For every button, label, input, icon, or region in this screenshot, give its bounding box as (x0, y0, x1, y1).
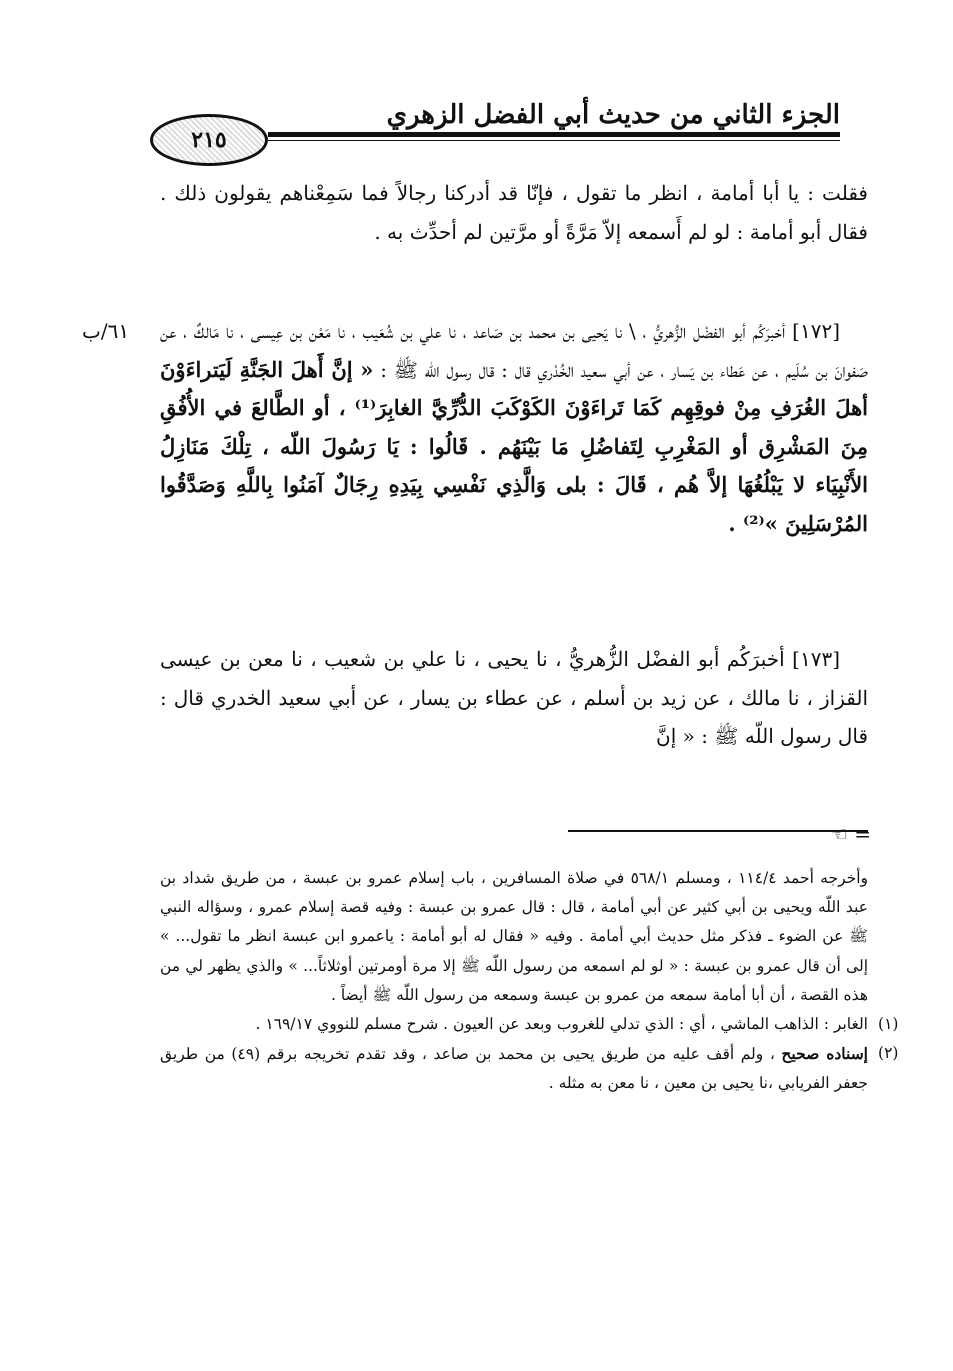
hadith-172-isnad: [١٧٢] أخبرَكُم أبو الفضْل الزُّهريُّ ، \ نا يَحيى بن محمد بن صَاعد ، نا علي بن شُعَيب ، نا مَعْن بن عِيسى ، نا مَالكٌ ، عن صَفوانَ بن سُلَيم ، عن عَطاء بن يَسار ، عن أبي سعيد الخُدْري قال : قال رسول اللّه ﷺ : (160, 319, 868, 382)
intro-text: فقلت : يا أبا أمامة ، انظر ما تقول ، فإنّا قد أدركنا رجالاً فما سَمِعْناهم يقولون ذلك . فقال أبو أمامة : لو لم أَسمعه إلاّ مَرَّةً أو مرَّتين لم أحدِّث به . (160, 181, 868, 244)
hadith-173 (160, 640, 868, 756)
hadith-173-text: [١٧٣] أخبرَكُم أبو الفضْل الزُّهريُّ ، نا يحيى ، نا علي بن شعيب ، نا معن بن عيسى القزاز ، نا مالك ، عن زيد بن أسلم ، عن عطاء بن يسار ، عن أبي سعيد الخدري قال : قال رسول اللّه ﷺ : « إنَّ (160, 647, 869, 748)
footnote-continued: وأخرجه أحمد ١١٤/٤ ، ومسلم ٥٦٨/١ في صلاة المسافرين ، باب إسلام عمرو بن عبسة ، من طريق شداد بن عبد اللّه ويحيى بن أبي كثير عن أبي أمامة ، قال : قال عمرو بن عبسة : وفيه قصة إسلام عمرو ، وسؤاله النبي ﷺ عن الضوء ـ فذكر مثل حديث أبي أمامة . وفيه « فقال له أبو أمامة : ياعمرو ابن عبسة انظر ما تقول... » إلى أن قال عمرو بن عبسة : « لو لم اسمعه من رسول اللّه ﷺ إلا مرة أومرتين أوثلاثاً... » والذي يظهر لي من هذه القصة ، أن أبا أمامة سمعه من عمرو بن عبسة وسمعه من رسول اللّه ﷺ أيضاً . (160, 869, 868, 1004)
header-title: الجزء الثاني من حديث أبي الفضل الزهري (386, 100, 840, 130)
manuscript-folio-ref: ٦١/ب (82, 319, 130, 343)
pointing-hand-icon: ☜ (829, 822, 848, 846)
footnote-1-number: (١) (878, 1015, 899, 1034)
hadith-173-paragraph (160, 640, 868, 756)
page-number: ٢١٥ (191, 127, 227, 153)
footnote-2-number: (٢) (878, 1044, 899, 1063)
footnote-1-text: الغابر : الذاهب الماشي ، أي : الذي تدلي للغروب وبعد عن العيون . شرح مسلم للنووي ١٦٩/١٧ . (255, 1015, 868, 1034)
hadith-172-paragraph (160, 312, 868, 543)
footnote-2-lead: إسناده صحيح (781, 1044, 868, 1064)
hadith-172-matn: « إنَّ أَهلَ الجَنَّةِ لَيَتراءَوْنَ أهلَ الغُرَفِ مِنْ فوقِهِم كَمَا تَراءَوْنَ الكَوْكَبَ الدُّرِّيَّ الغابِرَ⁽¹⁾ ، أو الطَّالعَ في الأُفُقِ مِنَ المَشْرِق أو المَغْرِبِ لِتَفاضُلِ مَا بَيْنَهُم . قَالُوا : يَا رَسُولَ اللّه ، تِلْكَ مَنَازِلُ الأَنْبِيَاء لا يَبْلُغُهَا إلاَّ هُم ، قَالَ : بلى وَالَّذِي نَفْسِي بِيَدِهِ رِجَالٌ آمَنُوا بِاللَّهِ وَصَدَّقُوا المُرْسَلِينَ »⁽²⁾ . (160, 356, 869, 536)
paragraph-intro (160, 174, 868, 251)
footnote-2 (160, 1039, 899, 1098)
footnote-separator (568, 830, 868, 832)
footnotes (160, 864, 899, 1099)
footnote-2-text: ، ولم أقف عليه من طريق يحيى بن محمد بن صاعد ، وقد تقدم تخريجه برقم (٤٩) من طريق جعفر الفريابي ،نا يحيى بن معين ، نا معن به مثله . (160, 1045, 868, 1093)
header-rule (268, 132, 840, 137)
header-rule-thin (268, 140, 840, 141)
footnote-continuation-mark (830, 822, 871, 846)
footnote-1 (160, 1010, 899, 1039)
continuation-equals: = (854, 822, 871, 846)
page-number-badge (150, 114, 268, 166)
running-header (150, 92, 840, 162)
hadith-172 (160, 312, 868, 543)
footnote-2-body (160, 1039, 868, 1098)
